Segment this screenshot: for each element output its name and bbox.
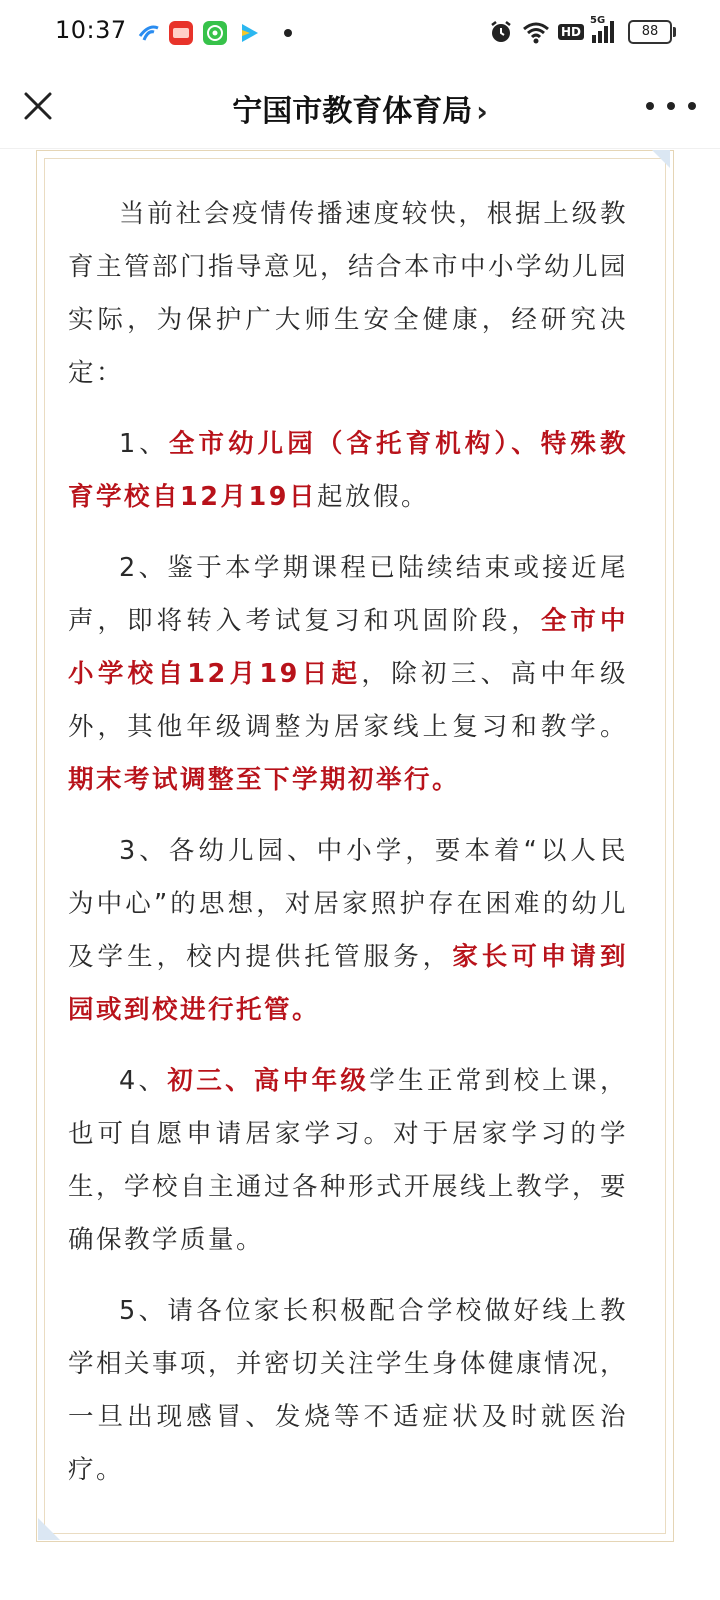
intro-paragraph: 当前社会疫情传播速度较快，根据上级教育主管部门指导意见，结合本市中小学幼儿园实际，为保护广大师生安全健康，经研究决定： (68, 199, 629, 388)
corner-decoration-top-right (652, 150, 670, 168)
status-time: 10:37 (55, 16, 127, 44)
status-icons (488, 15, 672, 46)
signal-icon (590, 15, 614, 43)
item-2-highlight-1: 全市中小学校自12月19日起 (68, 606, 628, 689)
item-4-suffix: 学生正常到校上课，也可自愿申请居家学习。对于居家学习的学生，学校自主通过各种形式开展线上教学，要确保教学质量。 (68, 1066, 629, 1255)
chevron-right-icon: › (476, 95, 488, 128)
item-1-prefix: 1、 (119, 429, 169, 459)
corner-decoration-bottom-left (38, 1518, 60, 1540)
video-app-icon (236, 20, 262, 46)
account-title-link[interactable] (0, 86, 720, 130)
network-type-label: 5G (590, 15, 606, 26)
item-2-highlight-2: 期末考试调整至下学期初举行。 (68, 765, 461, 795)
more-options-button[interactable] (646, 94, 696, 118)
item-4-paragraph (68, 1055, 628, 1267)
page-title: 宁国市教育体育局 (232, 94, 473, 129)
item-1-paragraph (68, 418, 628, 524)
item-2-paragraph (68, 542, 628, 807)
more-dot-icon (688, 102, 696, 110)
more-dot-icon (646, 102, 654, 110)
item-4-prefix: 4、 (119, 1066, 168, 1096)
red-news-app-icon (168, 20, 194, 46)
status-bar (0, 0, 720, 64)
article-body (68, 188, 628, 1515)
battery-level: 88 (641, 24, 659, 39)
item-3-prefix: 3、各幼儿园、中小学，要本着“以人民为中心”的思想，对居家照护存在困难的幼儿及学生，校内提供托管服务， (68, 836, 628, 972)
wifi-icon (522, 20, 550, 44)
item-1-highlight: 全市幼儿园（含托育机构）、特殊教育学校自12月19日 (68, 429, 628, 512)
nav-bar (0, 64, 720, 149)
green-app-icon (202, 20, 228, 46)
telecom-app-icon (136, 20, 162, 46)
battery-icon (628, 20, 672, 44)
item-4-highlight: 初三、高中年级 (167, 1066, 370, 1096)
hd-badge: HD (558, 24, 584, 40)
item-2-prefix: 2、鉴于本学期课程已陆续结束或接近尾声，即将转入考试复习和巩固阶段， (68, 553, 628, 636)
notification-dot (284, 29, 292, 37)
item-5-paragraph: 5、请各位家长积极配合学校做好线上教学相关事项，并密切关注学生身体健康情况，一旦出现感冒、发烧等不适症状及时就医治疗。 (68, 1296, 629, 1485)
item-3-paragraph (68, 825, 628, 1037)
item-1-suffix: 起放假。 (316, 482, 429, 512)
more-dot-icon (667, 102, 675, 110)
item-2-middle: ，除初三、高中年级外，其他年级调整为居家线上复习和教学。 (68, 659, 628, 742)
alarm-icon (488, 19, 514, 45)
item-3-highlight: 家长可申请到园或到校进行托管。 (68, 942, 628, 1025)
